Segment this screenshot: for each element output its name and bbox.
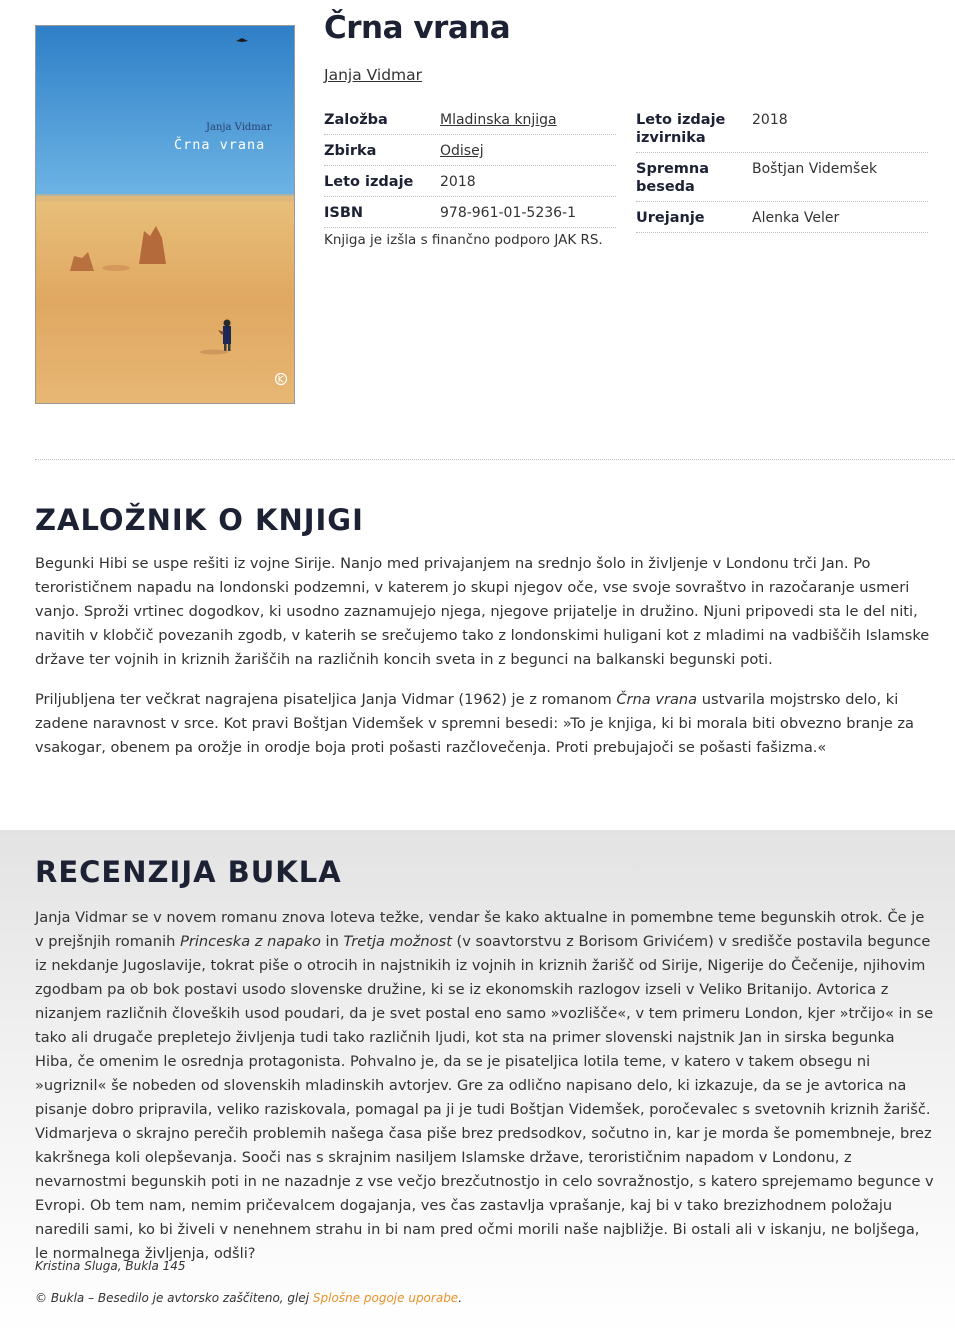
book-title-italic: Črna vrana xyxy=(616,691,698,708)
detail-value: Boštjan Videmšek xyxy=(752,161,878,177)
copyright-notice: © Bukla – Besedilo je avtorsko zaščiteno, glej Splošne pogoje uporabe. xyxy=(35,1291,463,1305)
funding-note: Knjiga je izšla s finančno podporo JAK RS. xyxy=(324,232,603,248)
detail-row-foreword xyxy=(636,153,928,202)
review-paragraph: Janja Vidmar se v novem romanu znova loteva težke, vendar še kako aktualne in pomembne teme begunskih otrok. Če je v prejšnjih romanih Princeska z napako in Tretja možnost (v soavtorstvu z Borisom Grivićem) v središče postavila begunce iz nekdanje Jugoslavije, tokrat piše o otrocih in najstnikih iz vojnih in kriznih žarišč od Sirije, Nigerije do Čečenije, njihovim zgodbam pa ob bok postavi usodo slovenske družine, ki se iz ekonomskih razlogov izseli v Veliko Britanijo. Avtorica z nizanjem različnih človeških usod poudari, da je svet postal eno samo »vozlišče«, v tem primeru London, kjer »trčijo« in se tako ali drugače prepletejo življenja tudi tako različnih ljudi, kot sta na primer slovenski najstnik Jan in sirska begunka Hiba, če omenim le osrednja protagonista. Pohvalno je, da se je pisateljica lotila teme, v katero v takem obsegu ni »ugriznil« še nobeden od slovenskih mladinskih avtorjev. Gre za odlično napisano delo, ki izkazuje, da se je avtorica na pisanje dobro pripravila, veliko raziskovala, pomagal pa ji je tudi Boštjan Videmšek, poročevalec s svetovnih kriznih žarišč. Vidmarjeva o skrajno perečih problemih našega časa piše brez predsodkov, sočutno in, kar je morda še pomembneje, brez kakršnega koli olepševanja. Sooči nas s skrajnim nasiljem Islamske države, terorističnim napadom v Londonu, z nevarnostmi begunskih poti in ne nazadnje z vse večjo brezčutnostjo in celo sovražnostjo, s katero sprejemamo begunce v Evropi. Ob tem nam, nemim pričevalcem dogajanja, ves čas zastavlja vprašanje, kaj bi v tako brezizhodnem položaju naredili sami, ko bi živeli v nenehnem strahu in bi nam pred očmi morili naše najbližje. Bi ostali ali v iskanju, ne boljšega, le normalnega življenja, odšli? xyxy=(35,909,934,1262)
detail-value: 2018 xyxy=(440,174,476,190)
collection-link[interactable]: Odisej xyxy=(440,143,484,159)
detail-label: Urejanje xyxy=(636,210,705,226)
detail-row-isbn xyxy=(324,197,616,228)
cover-author: Janja Vidmar xyxy=(206,122,272,133)
book-title-italic: Tretja možnost xyxy=(343,933,452,950)
detail-row-original-year xyxy=(636,104,928,153)
detail-row-collection xyxy=(324,135,616,166)
book-cover xyxy=(35,25,295,404)
terms-of-use-link[interactable]: Splošne pogoje uporabe xyxy=(312,1291,459,1305)
detail-value: 2018 xyxy=(752,112,788,128)
review-section-heading: RECENZIJA BUKLA xyxy=(35,855,342,889)
detail-label: ISBN xyxy=(324,205,364,221)
detail-value: 978-961-01-5236-1 xyxy=(440,205,577,221)
detail-label: Leto izdaje xyxy=(324,174,414,190)
publisher-paragraph: Begunki Hibi se uspe rešiti iz vojne Sirije. Nanjo med privajanjem na srednjo šolo in življenje v Londonu trči Jan. Po terorističnem napadu na londonski podzemni, v katerem jo skupi njegov oče, vse svoje sovraštvo in razočaranje usmeri vanjo. Sproži vrtinec dogodkov, ki usodno zaznamujejo njega, njegove prijatelje in družino. Njuni pripovedi sta le del niti, navitih v klobčič povezanih zgodb, v katerih se srečujemo tako z londonskimi huligani kot z mladimi na vadbiščih Islamske države ter vojnih in kriznih žariščih na različnih koncih sveta in z begunci na balkanski begunski poti. xyxy=(35,555,930,668)
book-details-right xyxy=(636,104,928,233)
detail-row-editing xyxy=(636,202,928,233)
detail-label: Leto izdaje izvirnika xyxy=(636,112,726,146)
cover-illustration xyxy=(36,26,295,404)
detail-row-publisher xyxy=(324,104,616,135)
cover-title: Črna vrana xyxy=(174,137,266,153)
detail-label: Založba xyxy=(324,112,388,128)
book-details-left xyxy=(324,104,616,228)
review-signature: Kristina Sluga, Bukla 145 xyxy=(35,1259,186,1273)
publisher-paragraph: Priljubljena ter večkrat nagrajena pisateljica Janja Vidmar (1962) je z romanom Črna vrana ustvarila mojstrsko delo, ki zadene naravnost v srce. Kot pravi Boštjan Videmšek v spremni besedi: »To je knjiga, ki bi morala biti obvezno branje za vsakogar, obenem pa orožje in orodje boja proti pošasti razčlovečenja. Proti prebujajoči se pošasti fašizma.« xyxy=(35,691,914,756)
publisher-section-heading: ZALOŽNIK O KNJIGI xyxy=(35,503,364,537)
detail-row-year xyxy=(324,166,616,197)
book-title-italic: Princeska z napako xyxy=(180,933,321,950)
book-title: Črna vrana xyxy=(324,10,511,46)
publisher-link[interactable]: Mladinska knjiga xyxy=(440,112,557,128)
detail-value: Alenka Veler xyxy=(752,210,840,226)
section-divider xyxy=(35,459,955,460)
book-author-link[interactable]: Janja Vidmar xyxy=(324,66,423,84)
detail-label: Spremna beseda xyxy=(636,161,710,195)
detail-label: Zbirka xyxy=(324,143,377,159)
